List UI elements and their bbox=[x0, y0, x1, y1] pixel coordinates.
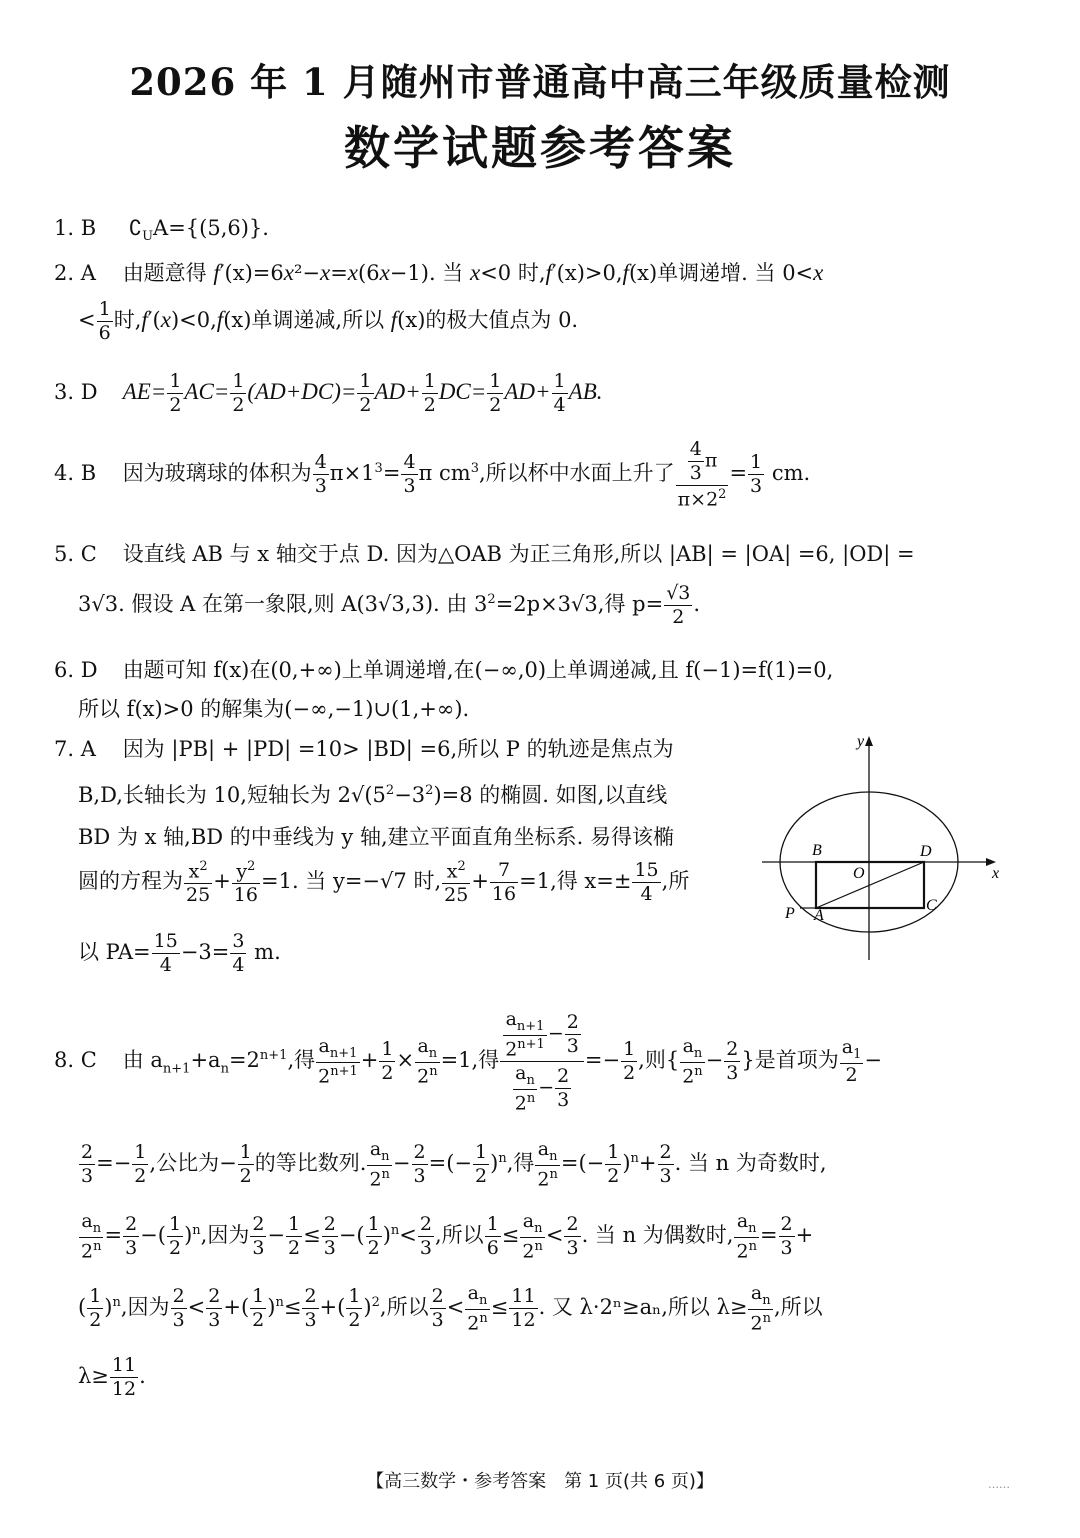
fraction: $\frac{4}{3}$ π $\pi\times 2^2$ bbox=[677, 438, 727, 511]
fraction: $\frac{a_n}{2^n}$ bbox=[750, 1282, 771, 1335]
text: <0 时, bbox=[480, 261, 546, 285]
text: DC= bbox=[438, 379, 487, 404]
fraction: $\frac{11}{12}$ bbox=[511, 1285, 536, 1332]
text: ′(x)=6 bbox=[219, 261, 284, 285]
fraction: $\frac{2}{3}$ bbox=[81, 1141, 94, 1188]
fraction: $\frac{2}{3}$ bbox=[208, 1285, 221, 1332]
answer-number: 8. C bbox=[54, 1048, 97, 1073]
answer-5-line1 bbox=[54, 538, 915, 568]
text: ,所以杯中水面上升了 bbox=[478, 461, 675, 486]
answer-number: 3. D bbox=[54, 380, 98, 404]
answer-8-line5: λ≥ $\frac{11}{12}$ . bbox=[78, 1354, 146, 1400]
text: ,所以 bbox=[379, 1295, 429, 1320]
fraction: $\frac{1}{2}$ bbox=[423, 370, 436, 416]
fraction: $\frac{3}{4}$ bbox=[232, 930, 245, 976]
fraction: $\frac{x^2}{25}$ bbox=[444, 859, 469, 907]
text: =2 bbox=[228, 1048, 260, 1073]
fraction: $\frac{2}{3}$ bbox=[413, 1141, 426, 1188]
fraction: $\frac{1}{2}$ bbox=[348, 1285, 361, 1332]
answer-number: 4. B bbox=[54, 461, 97, 486]
fraction: $\frac{a_{n+1}}{2^{n+1}}$ − $\frac{2}{3}$ $\frac{a_n}{2^n}$ − $\frac{2}{3}$ bbox=[500, 1010, 584, 1113]
text: +( bbox=[223, 1295, 250, 1320]
text: 由题可知 f(x)在(0,+∞)上单调递增,在(−∞,0)上单调递减,且 f(−1)=f(1)=0, bbox=[122, 658, 834, 682]
answer-5-line2: 3√3. 假设 A 在第一象限,则 A(3√3,3). 由 $3^2=2p\times 3√3$,得 p= $\frac{√3}{2}$ . bbox=[78, 582, 701, 628]
text: 由题意得 bbox=[122, 261, 214, 285]
fraction: $\frac{1}{2}$ bbox=[252, 1285, 265, 1332]
text: AC= bbox=[184, 379, 230, 404]
fraction: $\frac{1}{2}$ bbox=[489, 370, 502, 416]
text: < bbox=[78, 308, 96, 332]
fraction: $\frac{1}{2}$ bbox=[623, 1038, 636, 1085]
label-d: D bbox=[920, 843, 932, 860]
fraction: $\frac{a_n}{2^n}$ bbox=[81, 1210, 102, 1263]
text: 的等比数列. bbox=[254, 1151, 367, 1176]
fraction: $\frac{2}{3}$ bbox=[323, 1213, 336, 1260]
text: −3= bbox=[180, 940, 230, 964]
fraction: $\frac{2}{3}$ bbox=[431, 1285, 444, 1332]
fraction: $\frac{a_n}{2^n}$ bbox=[417, 1035, 438, 1088]
fraction: $\frac{2}{3}$ bbox=[566, 1213, 579, 1260]
text: ,所 bbox=[661, 869, 690, 894]
y-axis-arrow bbox=[865, 736, 873, 746]
fraction: $\frac{1}{6}$ bbox=[486, 1213, 499, 1260]
label-c: C bbox=[926, 897, 937, 914]
text: =(− bbox=[428, 1151, 473, 1176]
answer-number: 2. A bbox=[54, 261, 96, 285]
text: 时, bbox=[113, 308, 142, 332]
text: ,因为 bbox=[200, 1223, 250, 1248]
text: 因为玻璃球的体积为 bbox=[122, 461, 312, 486]
text: λ≥ bbox=[78, 1364, 109, 1388]
text: ,所以 bbox=[773, 1295, 823, 1320]
text: . 又 λ·2ⁿ≥aₙ,所以 λ≥ bbox=[538, 1295, 748, 1320]
fraction: $\frac{2}{3}$ bbox=[172, 1285, 185, 1332]
page-title-line2: 数学试题参考答案 bbox=[344, 121, 736, 175]
text: (6 bbox=[358, 261, 380, 285]
fraction: $\frac{11}{12}$ bbox=[111, 1354, 137, 1400]
text: (x)的极大值点为 0. bbox=[397, 308, 579, 332]
fraction: $\frac{1}{2}$ bbox=[169, 370, 182, 416]
text: (x)单调递减,所以 bbox=[223, 308, 391, 332]
fraction: $\frac{7}{16}$ bbox=[491, 859, 517, 906]
text: −1). 当 bbox=[389, 261, 470, 285]
text: BD 为 x 轴,BD 的中垂线为 y 轴,建立平面直角坐标系. 易得该椭 bbox=[78, 825, 674, 849]
fraction: $\frac{a_n}{2^n}$ bbox=[467, 1282, 488, 1335]
text: ,公比为− bbox=[149, 1151, 237, 1176]
text: 以 PA= bbox=[78, 940, 151, 964]
label-b: B bbox=[812, 842, 822, 859]
fraction: $\frac{15}{4}$ bbox=[634, 859, 659, 906]
text: 圆的方程为 bbox=[78, 869, 183, 894]
fraction: $\frac{1}{2}$ bbox=[134, 1141, 147, 1188]
text: (AD+DC)= bbox=[247, 379, 357, 404]
answer-7-line2: B,D,长轴长为 10,短轴长为 $2√(5^2-3^2)=8$ 的椭圆. 如图,以直线 bbox=[78, 783, 668, 807]
text: )=8 的椭圆. 如图,以直线 bbox=[433, 783, 668, 807]
corner-mark: …… bbox=[988, 1478, 1010, 1491]
text: ,得 bbox=[506, 1151, 535, 1176]
answer-8-line2: $\frac{2}{3}$ =− $\frac{1}{2}$ ,公比为− $\frac{1}{2}$ 的等比数列. $\frac{a_n}{2^n}$ − $\frac{2}{3}$ =(− $\frac{1}{2}$ )$^n$,得 $\frac{a_n}{2^n}$ =(− $\frac{1}{2}$ )$^n$+ $\frac{2}{3}$ . 当 n 为奇数时, bbox=[81, 1138, 827, 1191]
label-x: x bbox=[992, 865, 1000, 882]
fraction: $\frac{1}{2}$ bbox=[381, 1038, 394, 1085]
text: ,因为 bbox=[120, 1295, 170, 1320]
fraction: $\frac{a_{n+1}}{2^{n+1}}$ bbox=[318, 1035, 358, 1088]
answer-3 bbox=[54, 372, 603, 415]
fraction: $\frac{1}{4}$ bbox=[553, 370, 566, 416]
fraction: $\frac{4}{3}$ bbox=[314, 451, 327, 498]
text: 设直线 AB 与 x 轴交于点 D. 因为△OAB 为正三角形,所以 |AB| = |OA| =6, |OD| = bbox=[122, 542, 915, 566]
fraction: $\frac{1}{2}$ bbox=[89, 1285, 102, 1332]
text: 因为 |PB| + |PD| =10> |BD| =6,所以 P 的轨迹是焦点为 bbox=[122, 737, 674, 761]
fraction: $\frac{2}{3}$ bbox=[419, 1213, 432, 1260]
answer-7-line5 bbox=[78, 932, 281, 975]
text: m. bbox=[247, 940, 281, 964]
text: B,D,长轴长为 10,短轴长为 2√(5 bbox=[78, 783, 386, 807]
fraction: $\frac{1}{2}$ bbox=[607, 1141, 620, 1188]
fraction: $\frac{1}{2}$ bbox=[367, 1213, 380, 1260]
fraction: $\frac{2}{3}$ bbox=[252, 1213, 265, 1260]
fraction: $\frac{1}{2}$ bbox=[288, 1213, 301, 1260]
fraction: $\frac{a_n}{2^n}$ bbox=[369, 1138, 390, 1191]
text: +( bbox=[319, 1295, 346, 1320]
text: ,所以 bbox=[435, 1223, 484, 1248]
text: ≤ bbox=[283, 1295, 302, 1320]
fraction: $\frac{2}{3}$ bbox=[304, 1285, 317, 1332]
fraction: $\frac{y^2}{16}$ bbox=[233, 859, 258, 907]
fraction: $\frac{15}{4}$ bbox=[153, 930, 178, 976]
fraction: $\frac{4}{3}$ bbox=[403, 451, 416, 498]
fraction: $\frac{1}{2}$ bbox=[232, 370, 245, 416]
diagonal-ad bbox=[816, 862, 924, 908]
answer-number: 6. D bbox=[54, 658, 98, 682]
text: =2p×3√3,得 p= bbox=[495, 592, 664, 616]
text: . 当 n 为偶数时, bbox=[581, 1223, 734, 1248]
text: π×1 bbox=[329, 461, 375, 486]
fraction: $\frac{1}{2}$ bbox=[359, 370, 372, 416]
text: AD+ bbox=[504, 379, 551, 404]
answer-7-line4: 圆的方程为 $\frac{x^2}{25}$ + $\frac{y^2}{16}$ =1. 当 y=−√7 时, $\frac{x^2}{25}$ + $\frac{7}{16}$ =1,得 x=± $\frac{15}{4}$ ,所 bbox=[78, 859, 690, 907]
answer-1: 1. B $∁_UA=\{(5,6)\}$. bbox=[54, 216, 269, 245]
text: ,则{ bbox=[638, 1048, 680, 1073]
page-footer: 【高三数学・参考答案 第 1 页(共 6 页)】 bbox=[366, 1471, 714, 1492]
text: 所以 f(x)>0 的解集为(−∞,−1)∪(1,+∞). bbox=[78, 697, 470, 721]
fraction: $\frac{x^2}{25}$ bbox=[186, 859, 211, 907]
label-y: y bbox=[857, 733, 865, 750]
answer-8-line3: $\frac{a_n}{2^n}$ = $\frac{2}{3}$ −( $\frac{1}{2}$ )$^n$,因为 $\frac{2}{3}$ − $\frac{1}{2}$ ≤ $\frac{2}{3}$ −( $\frac{1}{2}$ )$^n$< $\frac{2}{3}$ ,所以 $\frac{1}{6}$ ≤ $\frac{a_n}{2^n}$ < $\frac{2}{3}$ . 当 n 为偶数时, $\frac{a_n}{2^n}$ = $\frac{2}{3}$ + bbox=[81, 1210, 814, 1263]
text: 3√3. 假设 A 在第一象限,则 A(3√3,3). 由 3 bbox=[78, 592, 488, 616]
text: −( bbox=[338, 1223, 365, 1248]
fraction: $\frac{a_1}{2}$ bbox=[841, 1036, 862, 1087]
text: AB. bbox=[568, 379, 603, 404]
text: =1,得 x=± bbox=[519, 869, 632, 894]
text: =− bbox=[584, 1048, 621, 1073]
answer-2-line2: < $\frac{1}{6}$ 时,f′(x)<0,f(x)单调递减,所以 f(x)的极大值点为 0. bbox=[78, 298, 579, 344]
fraction: $\frac{1}{2}$ bbox=[475, 1141, 488, 1188]
fraction: $\frac{1}{2}$ bbox=[239, 1141, 252, 1188]
fraction: $\frac{1}{3}$ bbox=[750, 451, 763, 498]
answer-7-line3 bbox=[78, 821, 674, 851]
answer-7-line1 bbox=[54, 733, 674, 763]
text: =1,得 bbox=[440, 1048, 500, 1073]
text: < bbox=[187, 1295, 206, 1320]
answer-6-line2 bbox=[78, 693, 469, 723]
page-title-line1: 2026 年 1 月随州市普通高中高三年级质量检测 bbox=[129, 60, 951, 104]
text: −3 bbox=[394, 783, 426, 807]
answer-1-text: A={(5,6)}. bbox=[153, 216, 269, 240]
text: ,得 bbox=[287, 1048, 316, 1073]
answer-number: 7. A bbox=[54, 737, 96, 761]
label-o: O bbox=[853, 865, 865, 882]
text: =− bbox=[96, 1151, 132, 1176]
fraction: $\frac{a_n}{2^n}$ bbox=[522, 1210, 543, 1263]
text: cm. bbox=[765, 461, 811, 486]
fraction: $\frac{1}{6}$ bbox=[98, 298, 111, 344]
answer-4: 4. B 因为玻璃球的体积为 $\frac{4}{3}$ $\pi\times 1^3=$ $\frac{4}{3}$ π $cm^3$,所以杯中水面上升了 $\frac{4}{3}$ π $\pi\times 2^2$ = $\frac{1}{3}$ cm. bbox=[54, 438, 811, 511]
text: −( bbox=[140, 1223, 166, 1248]
answer-number: 1. B bbox=[54, 216, 97, 240]
fraction: $\frac{2}{3}$ bbox=[780, 1213, 793, 1260]
text: =1. 当 y=−√7 时, bbox=[260, 869, 442, 894]
text: }是首项为 bbox=[741, 1048, 839, 1073]
fraction: $\frac{1}{2}$ bbox=[168, 1213, 182, 1260]
text: 由 a bbox=[122, 1048, 163, 1073]
label-p: P bbox=[785, 905, 795, 922]
fraction: $\frac{a_n}{2^n}$ bbox=[537, 1138, 558, 1191]
fraction: $\frac{2}{3}$ bbox=[659, 1141, 672, 1188]
text: AD+ bbox=[374, 379, 421, 404]
answer-8-line1: 8. C 由 $a_{n+1}+a_n=2^{n+1}$,得 $\frac{a_{n+1}}{2^{n+1}}$ + $\frac{1}{2}$ × $\frac{a_n}{2^n}$ =1,得 $\frac{a_{n+1}}{2^{n+1}}$ − $\frac{2}{3}$ $\frac{a_n}{2^n}$ − $\frac{2}{3}$ =− $\frac{1}{2}$ ,则{ $\frac{a_n}{2^n}$ − $\frac{2}{3}$ }是首项为 $\frac{a_1}{2}$ − bbox=[54, 1008, 882, 1115]
text: =(− bbox=[560, 1151, 605, 1176]
fraction: $\frac{a_n}{2^n}$ bbox=[682, 1035, 703, 1088]
text: < bbox=[399, 1223, 417, 1248]
text: AE= bbox=[122, 379, 167, 404]
answer-2-line1: 2. A 由题意得 f′(x)=6x²−x=x(6x−1). 当 x<0 时,f′(x)>0,f(x)单调递增. 当 0<x bbox=[54, 260, 824, 285]
text: ²− bbox=[293, 261, 320, 285]
text: . 当 n 为奇数时, bbox=[674, 1151, 827, 1176]
label-a: A bbox=[814, 907, 824, 924]
text: ≤ bbox=[303, 1223, 321, 1248]
text: (x)单调递增. 当 0< bbox=[628, 261, 814, 285]
fraction: $\frac{a_n}{2^n}$ bbox=[736, 1210, 757, 1263]
fraction: $\frac{2}{3}$ bbox=[125, 1213, 138, 1260]
sub-u: U bbox=[142, 229, 154, 245]
answer-number: 5. C bbox=[54, 542, 97, 566]
fraction: $\frac{2}{3}$ bbox=[726, 1038, 739, 1085]
text: π cm bbox=[418, 461, 471, 486]
answer-8-line4: ( $\frac{1}{2}$ )$^n$,因为 $\frac{2}{3}$ < $\frac{2}{3}$ +( $\frac{1}{2}$ )$^n$≤ $\frac{2}{3}$ +( $\frac{1}{2}$ )$^2$,所以 $\frac{2}{3}$ < $\frac{a_n}{2^n}$ ≤ $\frac{11}{12}$ . 又 λ·2ⁿ≥aₙ,所以 λ≥ $\frac{a_n}{2^n}$ ,所以 bbox=[78, 1282, 823, 1335]
text: ′(x)>0, bbox=[551, 261, 623, 285]
fraction: $\frac{√3}{2}$ bbox=[666, 582, 691, 628]
answer-6-line1 bbox=[54, 654, 833, 684]
ellipse-figure bbox=[756, 728, 1004, 966]
text: +a bbox=[190, 1048, 221, 1073]
